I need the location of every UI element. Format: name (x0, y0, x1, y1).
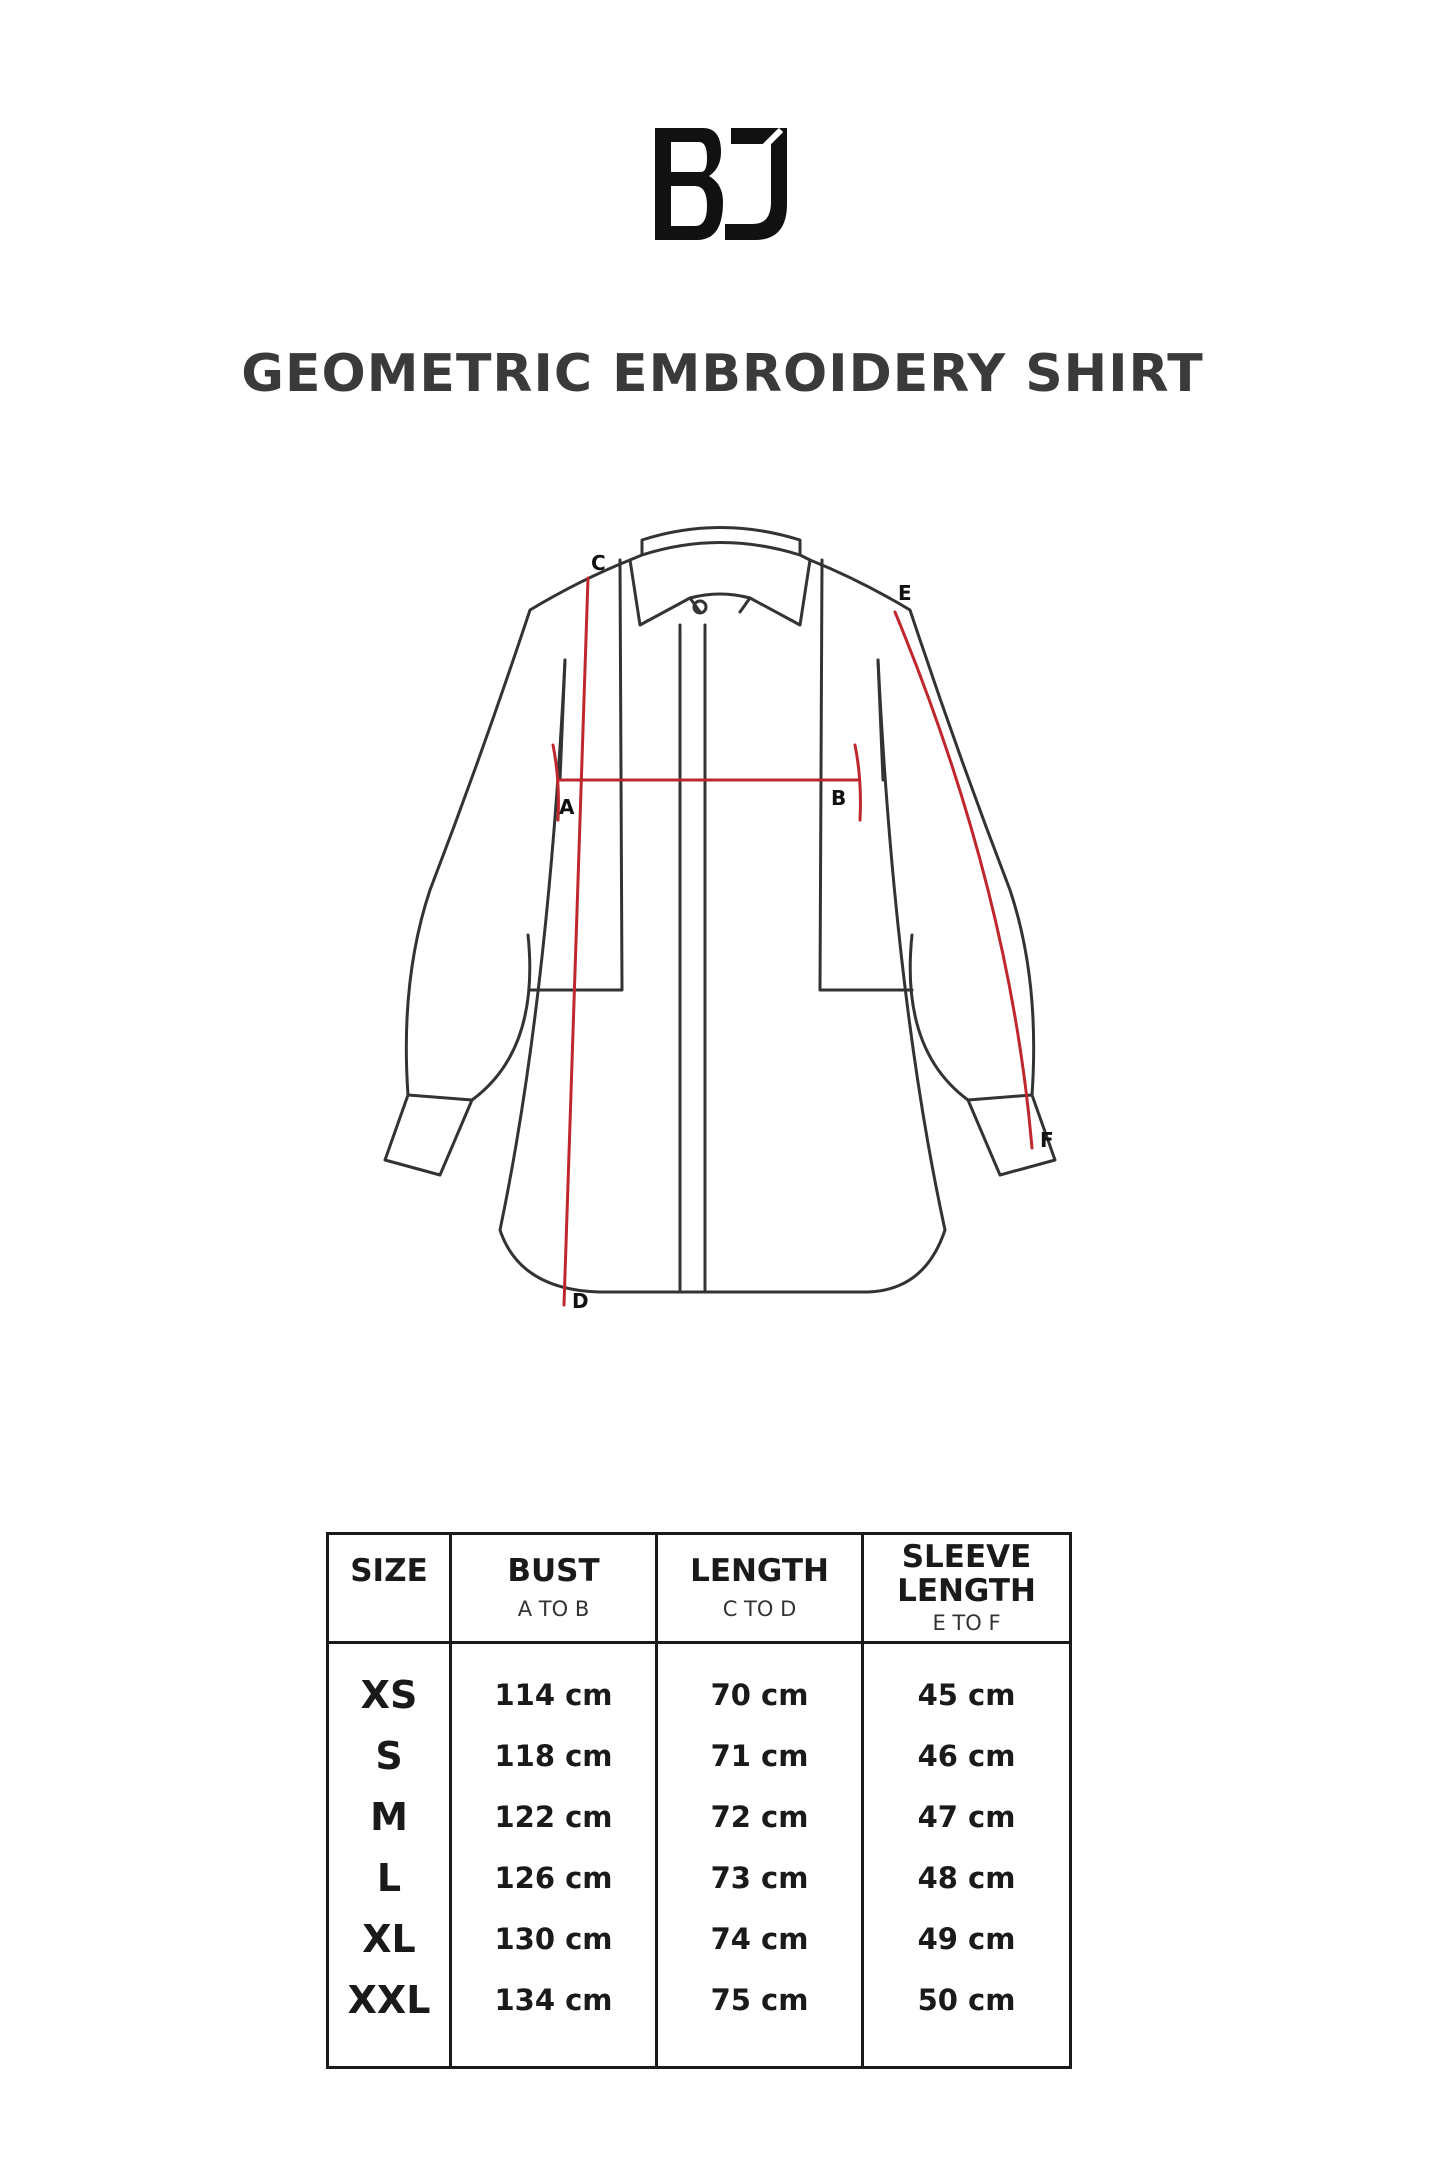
bust-cell: 114 cm (451, 1664, 657, 1725)
length-cell: 74 cm (657, 1908, 863, 1969)
collar-stand (642, 528, 800, 556)
label-b: B (831, 786, 847, 810)
sleeve-cell: 46 cm (863, 1725, 1071, 1786)
label-a: A (559, 795, 575, 819)
sleeve-cell: 48 cm (863, 1847, 1071, 1908)
bust-cell: 134 cm (451, 1969, 657, 2030)
length-cell: 73 cm (657, 1847, 863, 1908)
sleeve-cell: 45 cm (863, 1664, 1071, 1725)
product-title: GEOMETRIC EMBROIDERY SHIRT (241, 344, 1204, 404)
header-bust: BUST A TO B (451, 1534, 657, 1643)
length-cell: 72 cm (657, 1786, 863, 1847)
length-cell: 71 cm (657, 1725, 863, 1786)
table-row (328, 1786, 1071, 1847)
bust-cell: 130 cm (451, 1908, 657, 1969)
size-cell: XXL (328, 1969, 451, 2030)
size-cell: M (328, 1786, 451, 1847)
header-sleeve-length: SLEEVE LENGTH E TO F (863, 1534, 1071, 1643)
label-f: F (1040, 1128, 1054, 1152)
size-cell: XL (328, 1908, 451, 1969)
size-chart-table (326, 1532, 1072, 2069)
bust-cell: 126 cm (451, 1847, 657, 1908)
sleeve-cell: 47 cm (863, 1786, 1071, 1847)
size-cell: S (328, 1725, 451, 1786)
size-cell: XS (328, 1664, 451, 1725)
bust-cell: 122 cm (451, 1786, 657, 1847)
table-header-row (328, 1534, 1071, 1643)
placket (680, 625, 705, 1290)
left-sleeve (385, 625, 530, 1175)
length-cell: 70 cm (657, 1664, 863, 1725)
label-d: D (572, 1289, 589, 1313)
table-row (328, 1725, 1071, 1786)
table-row (328, 1664, 1071, 1725)
bust-cell: 118 cm (451, 1725, 657, 1786)
length-cell: 75 cm (657, 1969, 863, 2030)
table-row (328, 1847, 1071, 1908)
length-line (564, 578, 588, 1305)
sleeve-cell: 49 cm (863, 1908, 1071, 1969)
header-size: SIZE (328, 1534, 451, 1643)
label-c: C (591, 551, 606, 575)
table-row (328, 1908, 1071, 1969)
label-e: E (898, 581, 912, 605)
table-body (328, 1643, 1071, 2068)
sleeve-cell: 50 cm (863, 1969, 1071, 2030)
size-cell: L (328, 1847, 451, 1908)
header-length: LENGTH C TO D (657, 1534, 863, 1643)
table-row (328, 1969, 1071, 2030)
